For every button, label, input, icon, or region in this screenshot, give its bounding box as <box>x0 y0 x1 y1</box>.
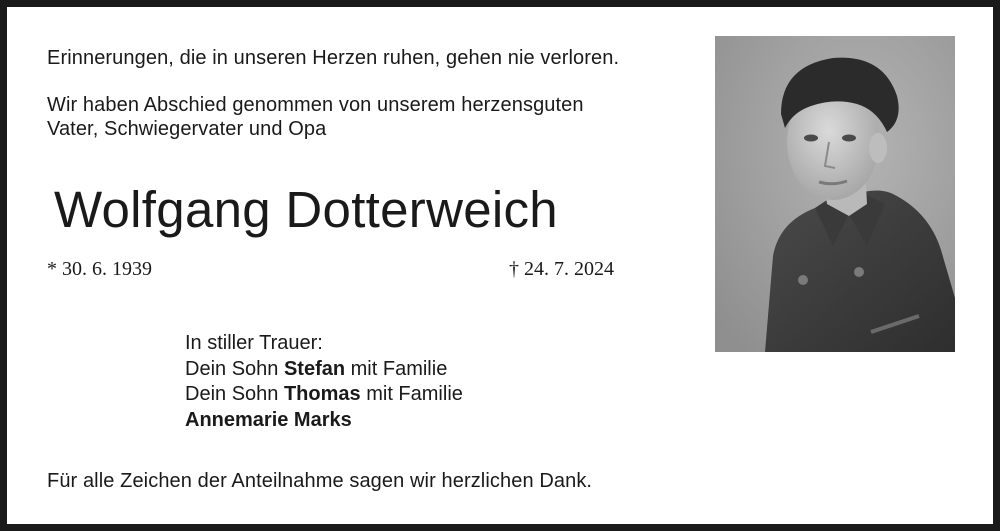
death-date: † 24. 7. 2024 <box>509 258 614 280</box>
farewell-intro-line-2: Vater, Schwiegervater und Opa <box>47 118 327 140</box>
portrait-photo <box>715 36 955 352</box>
memorial-quote: Erinnerungen, die in unseren Herzen ruhen, gehen nie verloren. <box>47 47 620 69</box>
jacket-button-1 <box>798 275 808 285</box>
mourner-suffix: mit Familie <box>345 357 448 380</box>
right-eye <box>842 135 856 142</box>
farewell-intro-line-1: Wir haben Abschied genommen von unserem herzensguten <box>47 94 584 116</box>
deceased-name: Wolfgang Dotterweich <box>54 181 558 238</box>
mourner-name: Stefan <box>283 357 346 380</box>
portrait-image <box>715 36 955 352</box>
farewell-intro <box>47 93 584 141</box>
mourner-relation: Dein Sohn <box>185 383 284 405</box>
thanks-line: Für alle Zeichen der Anteilnahme sagen wir herzlichen Dank. <box>47 470 593 492</box>
mourner-line-2 <box>185 382 463 408</box>
ear <box>869 133 887 163</box>
left-eye <box>804 135 818 142</box>
mourner-relation: Dein Sohn <box>185 357 284 380</box>
mourners-block <box>185 331 463 433</box>
mourners-heading: In stiller Trauer: <box>185 332 323 354</box>
mourner-line-1 <box>185 357 463 383</box>
mourner-name: Annemarie Marks <box>185 408 352 431</box>
birth-date: * 30. 6. 1939 <box>47 258 152 280</box>
mourner-name: Thomas <box>283 383 361 405</box>
mourner-line-3 <box>185 408 463 434</box>
jacket-button-2 <box>854 267 864 277</box>
mourner-suffix: mit Familie <box>360 383 463 405</box>
